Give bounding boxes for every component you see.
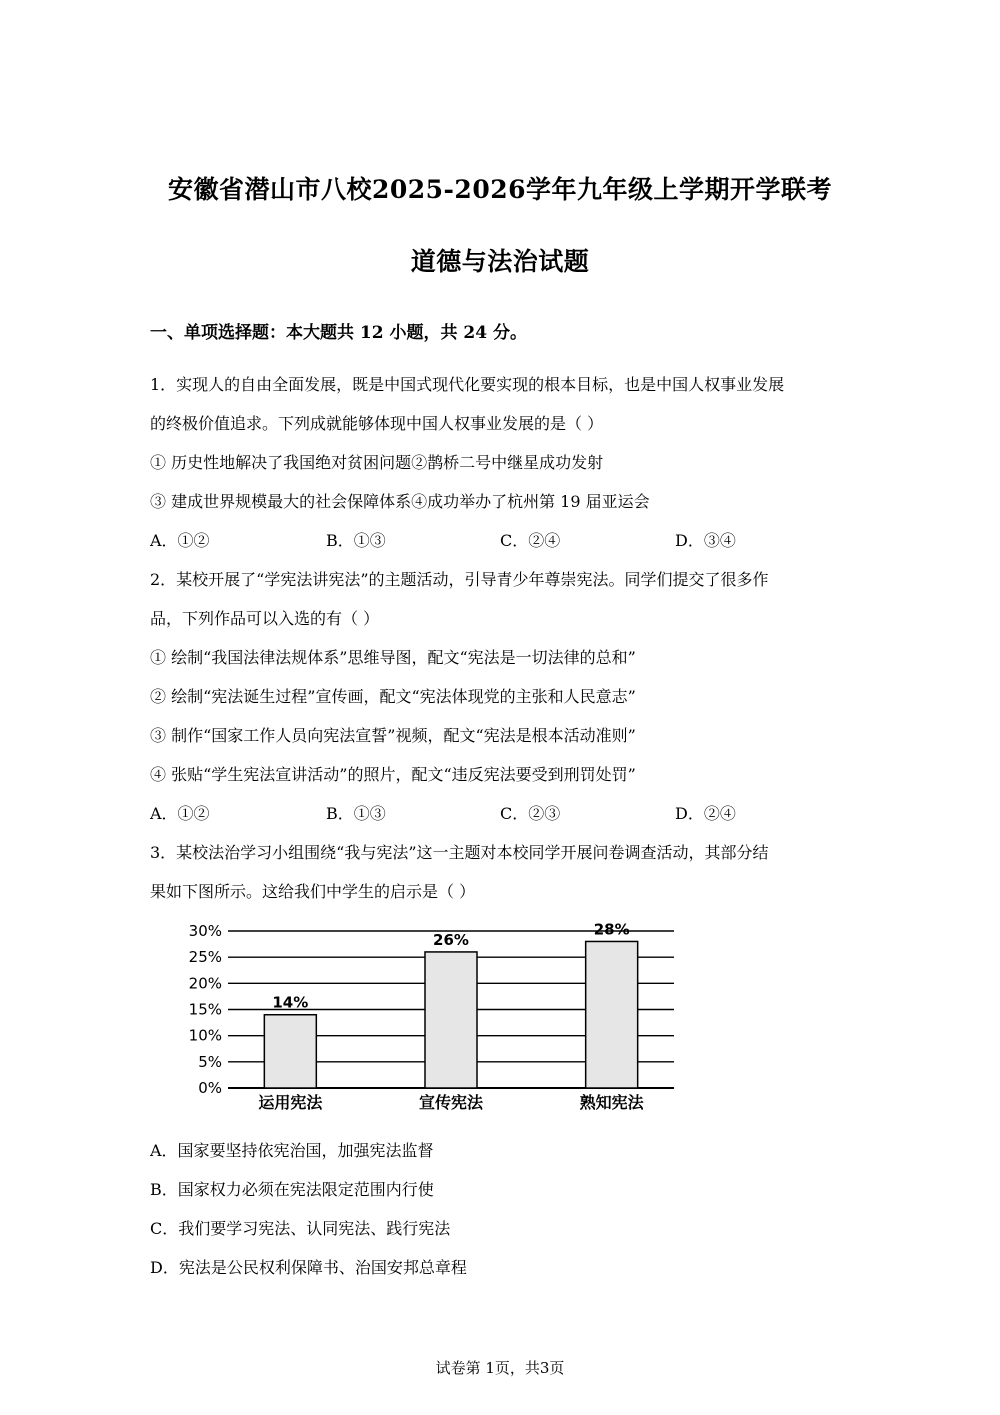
x-category-label: 熟知宪法 [579, 1093, 644, 1112]
y-tick-label: 15% [188, 1000, 222, 1019]
bar-value-label: 28% [593, 920, 630, 939]
q1-stem-line2: 的终极价值追求。下列成就能够体现中国人权事业发展的是（ ） [150, 414, 604, 433]
q3-option-a: A．国家要坚持依宪治国，加强宪法监督 [150, 1141, 434, 1160]
bar-value-label: 26% [433, 930, 469, 949]
exam-title: 安徽省潜山市八校2025-2026学年九年级上学期开学联考 [167, 175, 833, 204]
q1-item-2: ③ 建成世界规模最大的社会保障体系④成功举办了杭州第 19 届亚运会 [150, 492, 650, 511]
page-footer: 试卷第 1页，共3页 [435, 1359, 565, 1377]
q2-item-2: ② 绘制“宪法诞生过程”宣传画，配文“宪法体现党的主张和人民意志” [150, 687, 636, 706]
q3-option-b: B．国家权力必须在宪法限定范围内行使 [150, 1180, 434, 1199]
x-category-label: 运用宪法 [258, 1093, 323, 1112]
q2-item-3: ③ 制作“国家工作人员向宪法宣誓”视频，配文“宪法是根本活动准则” [150, 726, 636, 745]
q2-stem-line2: 品，下列作品可以入选的有（ ） [150, 609, 380, 628]
section-heading: 一、单项选择题：本大题共 12 小题，共 24 分。 [150, 323, 527, 343]
q1-option-b: B．①③ [326, 531, 386, 550]
bar [264, 1015, 316, 1088]
survey-bar-chart [180, 918, 700, 1118]
q2-option-c: C．②③ [500, 804, 561, 823]
exam-subject: 道德与法治试题 [410, 247, 590, 276]
q2-item-1: ① 绘制“我国法律法规体系”思维导图，配文“宪法是一切法律的总和” [150, 648, 636, 667]
bar-value-label: 14% [272, 993, 309, 1012]
q2-stem-line1: 2．某校开展了“学宪法讲宪法”的主题活动，引导青少年尊崇宪法。同学们提交了很多作 [150, 570, 769, 589]
q1-stem-line1: 1．实现人的自由全面发展，既是中国式现代化要实现的根本目标，也是中国人权事业发展 [150, 375, 785, 394]
bar [586, 941, 638, 1088]
y-tick-label: 30% [188, 922, 222, 940]
y-tick-label: 5% [198, 1052, 222, 1071]
y-tick-label: 0% [198, 1079, 222, 1097]
q1-option-c: C．②④ [500, 531, 561, 550]
q1-option-d: D．③④ [675, 531, 736, 550]
bar [425, 952, 477, 1088]
q2-option-b: B．①③ [326, 804, 386, 823]
q2-option-a: A．①② [150, 804, 210, 823]
q1-option-a: A．①② [150, 531, 210, 550]
q1-item-1: ① 历史性地解决了我国绝对贫困问题②鹊桥二号中继星成功发射 [150, 453, 604, 472]
q3-option-d: D．宪法是公民权利保障书、治国安邦总章程 [150, 1258, 467, 1277]
y-tick-label: 10% [188, 1026, 222, 1045]
q2-item-4: ④ 张贴“学生宪法宣讲活动”的照片，配文“违反宪法要受到刑罚处罚” [150, 765, 636, 784]
q3-option-c: C．我们要学习宪法、认同宪法、践行宪法 [150, 1219, 451, 1238]
x-category-label: 宣传宪法 [418, 1093, 484, 1112]
q3-stem-line2: 果如下图所示。这给我们中学生的启示是（ ） [150, 882, 476, 901]
y-tick-label: 20% [188, 974, 222, 993]
q2-option-d: D．②④ [675, 804, 736, 823]
y-tick-label: 25% [188, 948, 222, 967]
q3-stem-line1: 3．某校法治学习小组围绕“我与宪法”这一主题对本校同学开展问卷调查活动，其部分结 [150, 843, 769, 862]
